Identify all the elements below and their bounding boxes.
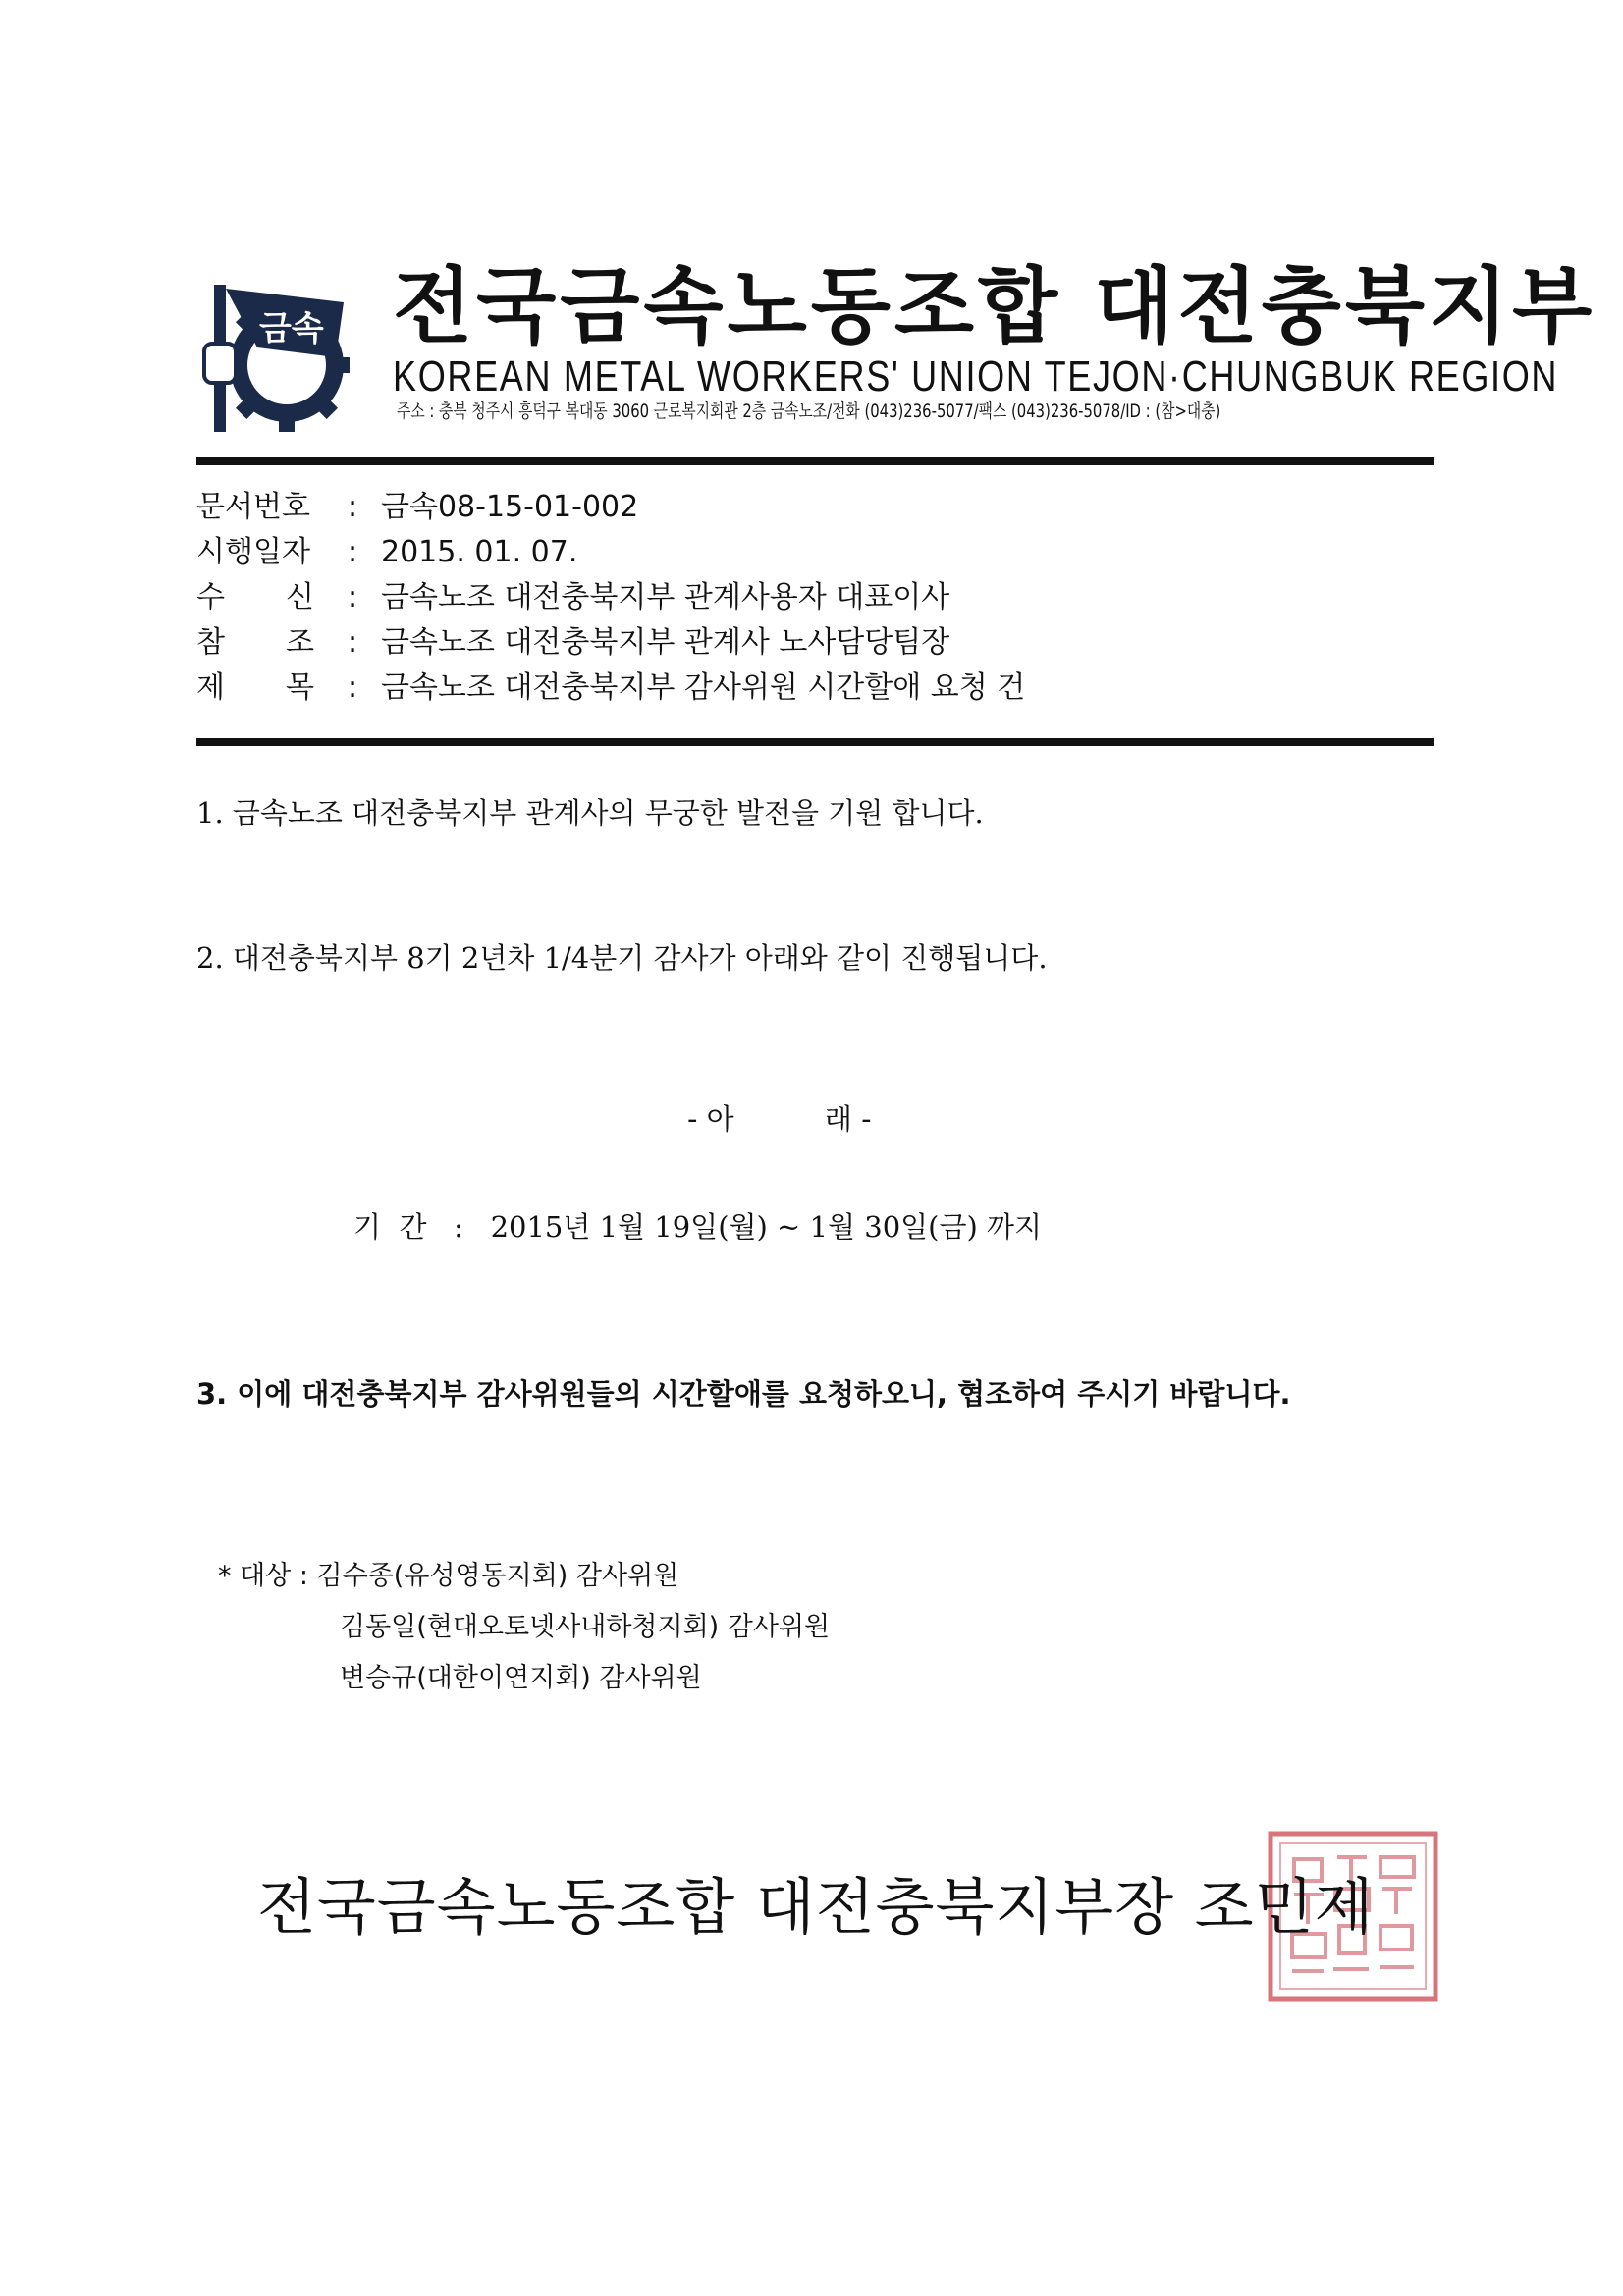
field-colon: : — [348, 535, 358, 569]
field-label-char: 참 — [196, 625, 225, 660]
union-logo — [196, 275, 373, 442]
below-heading: - 아 래 - — [687, 1102, 872, 1136]
list-item — [218, 1602, 830, 1653]
field-label — [196, 620, 314, 666]
field-value: 금속노조 대전충북지부 관계사용자 대표이사 — [381, 580, 950, 614]
field-label: 문서번호 — [196, 490, 310, 524]
field-colon: : — [348, 670, 358, 705]
field-label-char: 제 — [196, 670, 225, 705]
field-label: 시행일자 — [196, 535, 310, 569]
signature-line: 전국금속노동조합 대전충북지부장 조민제 — [257, 1871, 1375, 1943]
target-name: 변승규(대한이연지회) 감사위원 — [340, 1663, 702, 1693]
period-label: 기 간 — [353, 1210, 427, 1244]
paragraph-3: 3. 이에 대전충북지부 감사위원들의 시간할애를 요청하오니, 협조하여 주시기 바랍니다. — [196, 1377, 1291, 1411]
audit-period — [353, 1205, 1042, 1246]
field-subject — [196, 666, 1025, 711]
field-value: 금속노조 대전충북지부 관계사 노사담당팀장 — [381, 625, 950, 660]
period-colon: : — [454, 1210, 463, 1244]
header-rule-top — [196, 457, 1434, 465]
target-name: 김동일(현대오토넷사내하청지회) 감사위원 — [340, 1612, 831, 1642]
field-label-char: 수 — [196, 580, 225, 614]
period-value: 2015년 1월 19일(월) ~ 1월 30일(금) 까지 — [490, 1210, 1043, 1244]
field-recipient — [196, 575, 1025, 620]
field-colon: : — [348, 490, 358, 524]
field-label — [196, 575, 314, 620]
paragraph-1: 1. 금속노조 대전충북지부 관계사의 무궁한 발전을 기원 합니다. — [196, 796, 984, 829]
header-rule-bottom — [196, 738, 1434, 746]
org-address: 주소 : 충북 청주시 흥덕구 복대동 3060 근로복지회관 2층 금속노조/전화 (043)236-5077/팩스 (043)236-5078/ID : (참>대충) — [397, 400, 1221, 422]
document-fields — [196, 485, 1025, 711]
target-name: 김수종(유성영동지회) 감사위원 — [316, 1561, 679, 1591]
field-value: 금속노조 대전충북지부 감사위원 시간할애 요청 건 — [381, 670, 1026, 705]
field-reference — [196, 620, 1025, 666]
list-item — [218, 1653, 830, 1704]
logo-text: 금속 — [259, 309, 324, 348]
org-title-korean: 전국금속노동조합 대전충북지부 — [393, 258, 1596, 354]
target-list — [218, 1551, 830, 1704]
field-value: 2015. 01. 07. — [381, 535, 578, 569]
field-label — [196, 666, 314, 711]
targets-prefix: * 대상 : — [218, 1561, 308, 1591]
field-date — [196, 530, 1025, 575]
field-label-char: 목 — [286, 670, 314, 705]
field-colon: : — [348, 625, 358, 660]
field-value: 금속08-15-01-002 — [381, 490, 639, 524]
field-label-char: 조 — [286, 625, 314, 660]
field-label-char: 신 — [286, 580, 314, 614]
list-item — [218, 1551, 830, 1602]
org-title-english: KOREAN METAL WORKERS' UNION TEJON·CHUNGBUK REGION — [393, 352, 1559, 400]
field-colon: : — [348, 580, 358, 614]
paragraph-2: 2. 대전충북지부 8기 2년차 1/4분기 감사가 아래와 같이 진행됩니다. — [196, 941, 1048, 975]
field-doc-no — [196, 485, 1025, 530]
